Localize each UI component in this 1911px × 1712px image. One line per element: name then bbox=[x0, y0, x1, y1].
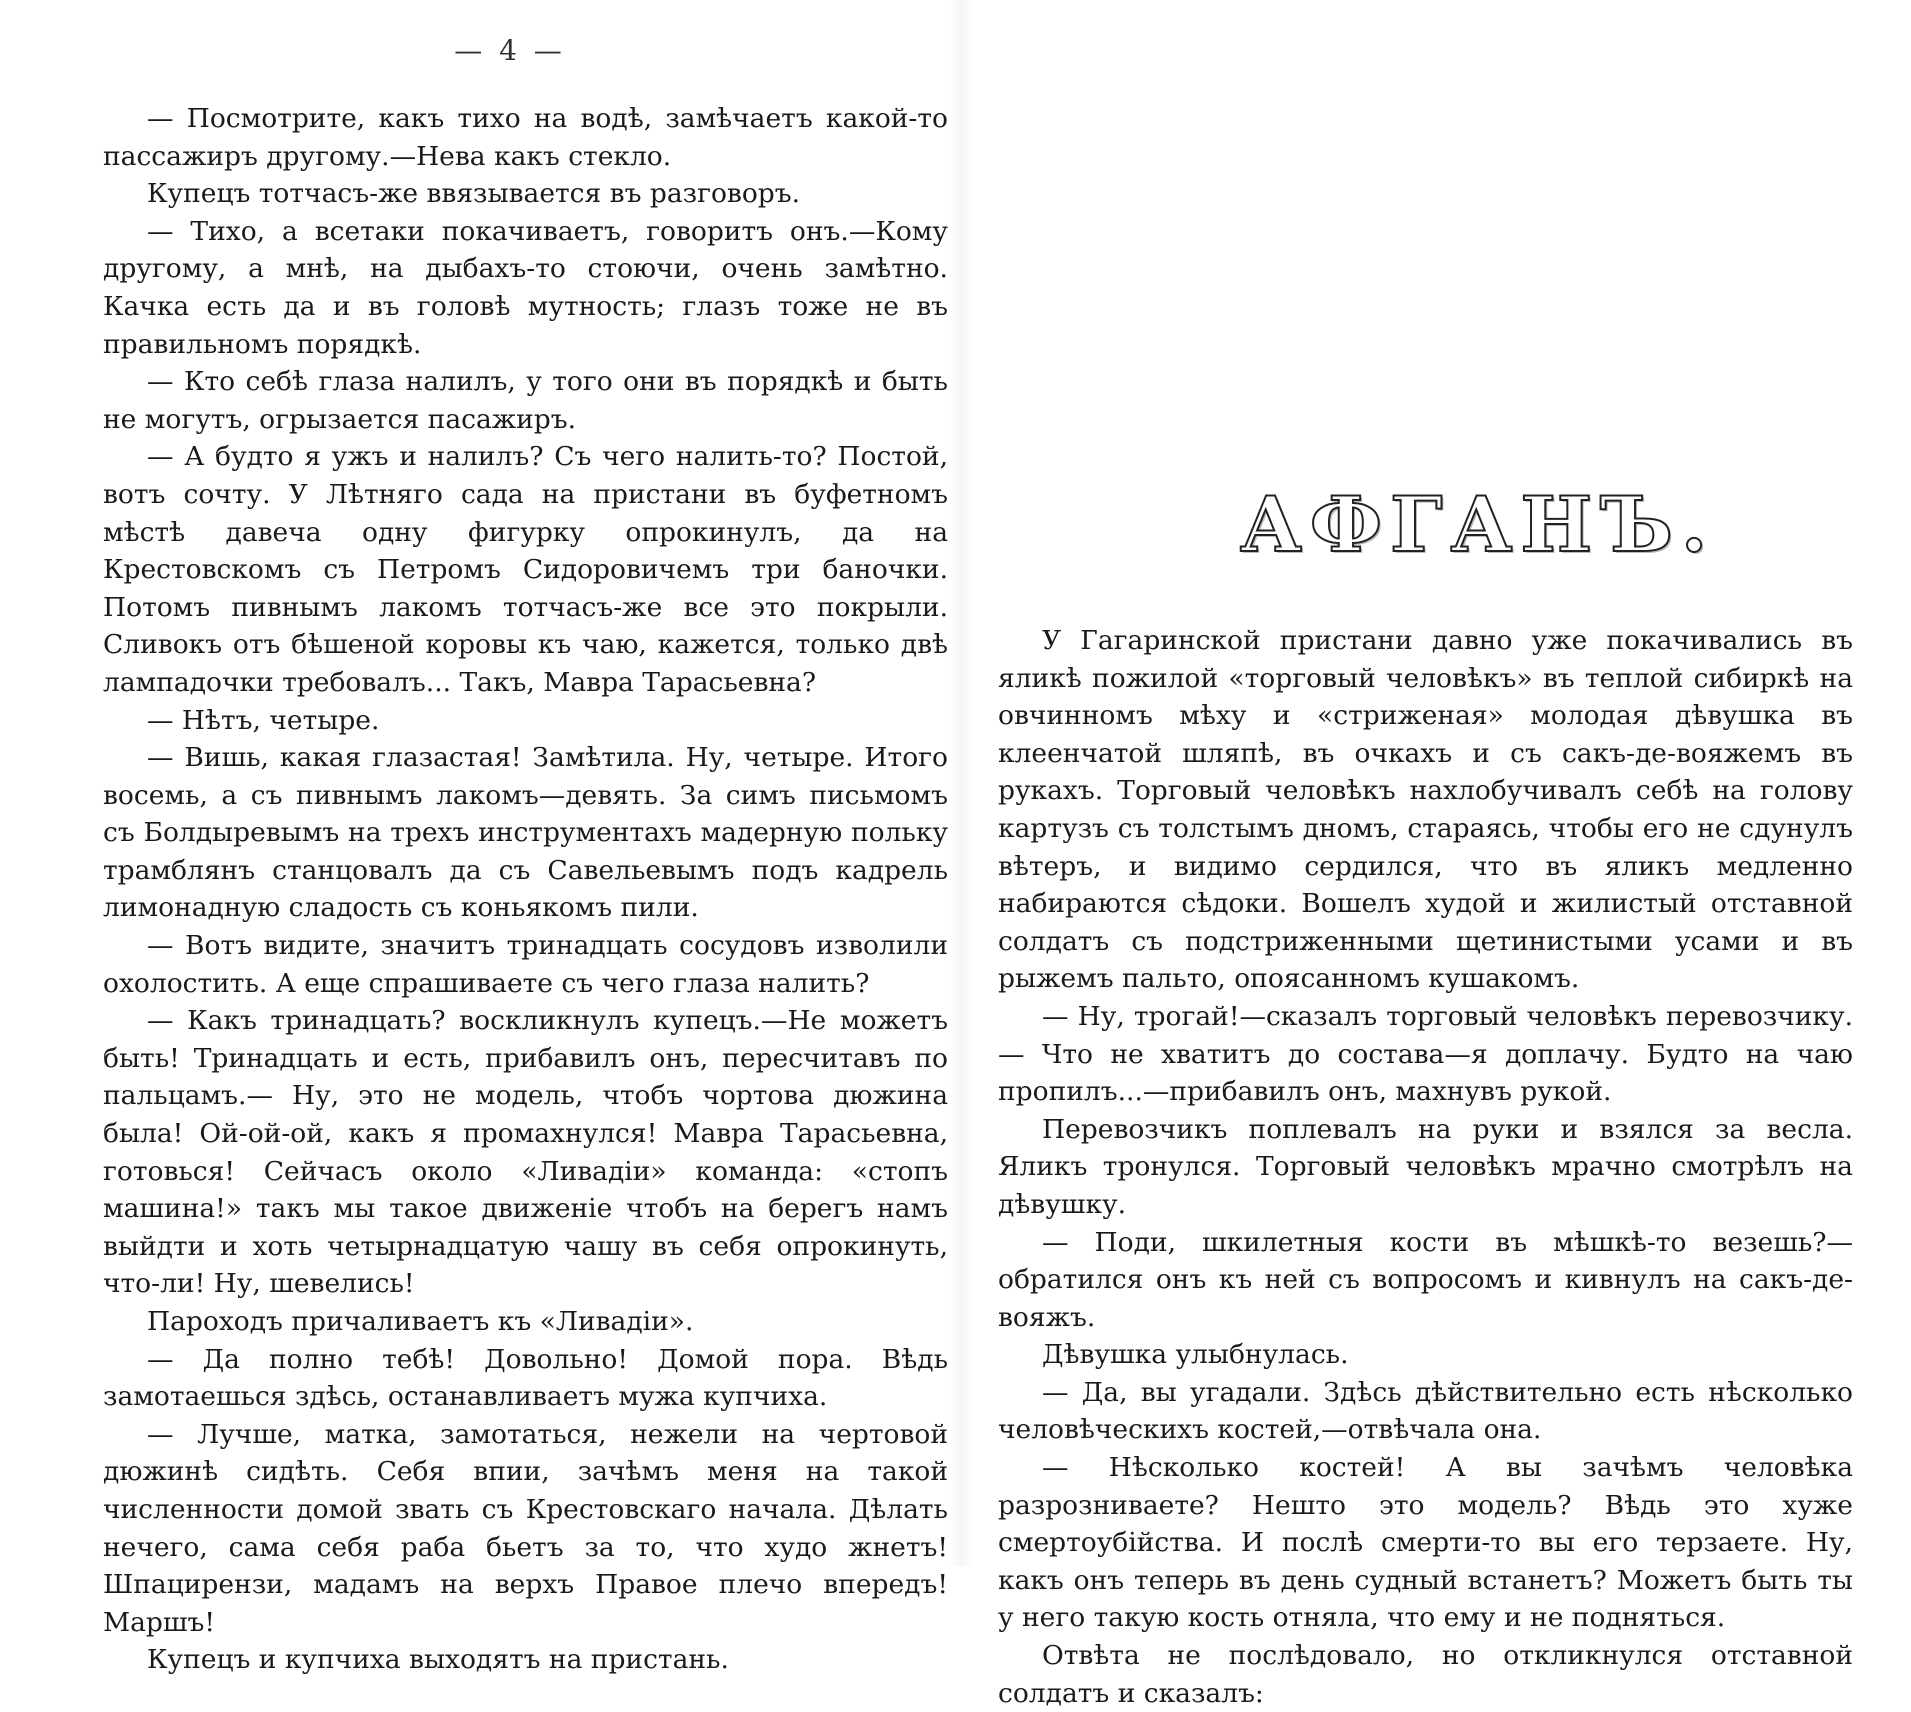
paragraph: — Вотъ видите, значитъ тринадцать сосудовъ изволили охолостить. А еще спрашиваете съ чего глаза налить? bbox=[103, 930, 948, 999]
paragraph: — Вишь, какая глазастая! Замѣтила. Ну, четыре. Итого восемь, а съ пивнымъ лакомъ—девять. За симъ письмомъ съ Болдыревымъ на трехъ инструментахъ мадерную польку трамблянъ станцовалъ да съ Савельевымъ подъ кадрель лимонадную сладость съ коньякомъ пили. bbox=[103, 742, 948, 924]
left-page-text bbox=[103, 100, 948, 1679]
paragraph: — Посмотрите, какъ тихо на водѣ, замѣчаетъ какой-то пассажиръ другому.—Нева какъ стекло. bbox=[103, 103, 948, 172]
paragraph: Отвѣта не послѣдовало, но откликнулся отставной солдатъ и сказалъ: bbox=[998, 1640, 1853, 1709]
paragraph: Дѣвушка улыбнулась. bbox=[1042, 1339, 1349, 1371]
paragraph: — Кто себѣ глаза налилъ, у того они въ порядкѣ и быть не могутъ, огрызается пасажиръ. bbox=[103, 366, 948, 435]
left-page bbox=[0, 0, 960, 1676]
paragraph: — Да, вы угадали. Здѣсь дѣйствительно есть нѣсколько человѣческихъ костей,—отвѣчала она. bbox=[998, 1376, 1853, 1446]
paragraph: — Какъ тринадцать? воскликнулъ купецъ.—Не можетъ быть! Тринадцать и есть, прибавилъ онъ, пересчитавъ по пальцамъ.— Ну, это не модель, чтобъ чортова дюжина была! Ой-ой-ой, какъ я промахнулся! Мавра Тарасьевна, готовься! Сейчасъ около «Ливадіи» команда: «стопъ машина!» такъ мы такое движеніе чтобъ на берегъ намъ выйдти и хоть четырнадцатую чашу въ себя опрокинуть, что-ли! Ну, шевелись! bbox=[103, 1005, 948, 1300]
paragraph: — А будто я ужъ и налилъ? Съ чего налить-то? Постой, вотъ сочту. У Лѣтняго сада на пристани въ буфетномъ мѣстѣ давеча одну фигурку опрокинулъ, да на Крестовскомъ съ Петромъ Сидоровичемъ три баночки. Потомъ пивнымъ лакомъ тотчасъ-же все это покрыли. Сливокъ отъ бѣшеной коровы къ чаю, кажется, только двѣ лампадочки требовалъ... Такъ, Мавра Тарасьевна? bbox=[103, 441, 948, 698]
paragraph: — Нѣсколько костей! А вы зачѣмъ человѣка разрозниваете? Нешто это модель? Вѣдь это хуже смертоубійства. И послѣ смерти-то вы его терзаете. Ну, какъ онъ теперь въ день судный встанетъ? Можетъ быть ты у него такую кость отняла, что ему и не подняться. bbox=[998, 1452, 1853, 1634]
chapter-title: АФГАНЪ. bbox=[1240, 480, 1716, 569]
paragraph: Пароходъ причаливаетъ къ «Ливадіи». bbox=[147, 1306, 694, 1337]
paragraph: — Тихо, а всетаки покачиваетъ, говоритъ онъ.—Кому другому, а мнѣ, на дыбахъ-то стоючи, очень замѣтно. Качка есть да и въ головѣ мутность; глазъ тоже не въ правильномъ порядкѣ. bbox=[103, 215, 948, 360]
right-page-text bbox=[998, 622, 1853, 1712]
paragraph: — Поди, шкилетныя кости въ мѣшкѣ-то везешь?—обратился онъ къ ней съ вопросомъ и кивнулъ на сакъ-де-вояжъ. bbox=[998, 1226, 1853, 1333]
paragraph: У Гагаринской пристани давно уже покачивались въ яликѣ пожилой «торговый человѣкъ» въ теплой сибиркѣ на овчинномъ мѣху и «стриженая» молодая дѣвушка въ клеенчатой шляпѣ, въ очкахъ и съ сакъ-де-вояжемъ въ рукахъ. Торговый человѣкъ нахлобучивалъ себѣ на голову картузъ съ толстымъ дномъ, стараясь, чтобы его не сдунулъ вѣтеръ, и видимо сердился, что въ яликъ медленно набираются сѣдоки. Вошелъ худой и жилистый отставной солдатъ съ подстриженными щетинистыми усами и въ рыжемъ пальто, опоясанномъ кушакомъ. bbox=[998, 625, 1853, 995]
paragraph: Перевозчикъ поплевалъ на руки и взялся за весла. Яликъ тронулся. Торговый человѣкъ мрачно смотрѣлъ на дѣвушку. bbox=[998, 1113, 1853, 1220]
paragraph: — Лучше, матка, замотаться, нежели на чертовой дюжинѣ сидѣть. Себя впии, зачѣмъ меня на такой численности домой звать съ Крестовскаго начала. Дѣлать нечего, сама себя раба бьетъ за то, что худо жнетъ! Шпацирензи, мадамъ на верхъ Правое плечо впередъ! Маршъ! bbox=[103, 1418, 948, 1638]
paragraph: Купецъ и купчиха выходятъ на пристань. bbox=[147, 1644, 729, 1676]
paragraph: — Да полно тебѣ! Довольно! Домой пора. Вѣдь замотаешься здѣсь, останавливаетъ мужа купчиха. bbox=[103, 1343, 948, 1413]
paragraph: Купецъ тотчасъ-же ввязывается въ разговоръ. bbox=[147, 178, 801, 210]
right-page bbox=[960, 0, 1911, 1709]
paragraph: — Нѣтъ, четыре. bbox=[147, 704, 380, 736]
page-number: — 4 — bbox=[454, 34, 566, 67]
paragraph: — Ну, трогай!—сказалъ торговый человѣкъ перевозчику.— Что не хватитъ до состава—я доплачу. Будто на чаю пропилъ...—прибавилъ онъ, махнувъ рукой. bbox=[998, 1000, 1853, 1108]
